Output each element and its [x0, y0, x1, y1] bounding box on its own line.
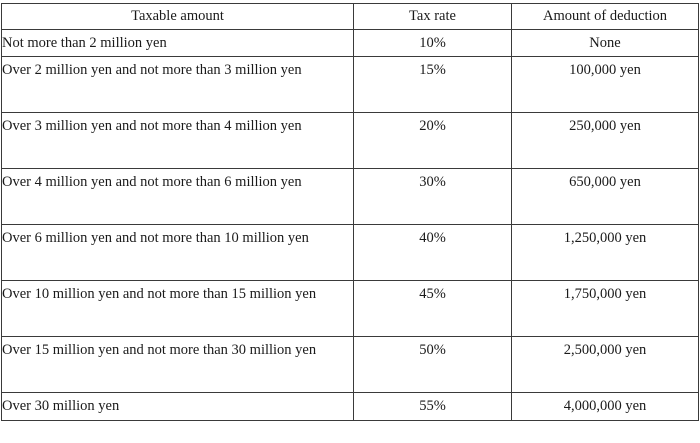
taxable-amount-cell: Not more than 2 million yen [2, 30, 354, 57]
table-row [2, 393, 699, 421]
deduction-cell: 1,250,000 yen [512, 225, 699, 281]
taxable-amount-cell: Over 30 million yen [2, 393, 354, 421]
table-row [2, 281, 699, 337]
table-row [2, 113, 699, 169]
tax-rate-cell: 20% [354, 113, 512, 169]
deduction-cell: 2,500,000 yen [512, 337, 699, 393]
tax-rate-cell: 45% [354, 281, 512, 337]
taxable-amount-cell: Over 10 million yen and not more than 15 million yen [2, 281, 354, 337]
taxable-amount-cell: Over 3 million yen and not more than 4 million yen [2, 113, 354, 169]
deduction-cell: 650,000 yen [512, 169, 699, 225]
table-row [2, 169, 699, 225]
tax-rate-cell: 30% [354, 169, 512, 225]
tax-rate-cell: 10% [354, 30, 512, 57]
tax-rate-cell: 40% [354, 225, 512, 281]
table-row [2, 57, 699, 113]
tax-rate-cell: 15% [354, 57, 512, 113]
header-tax-rate: Tax rate [354, 4, 512, 30]
deduction-cell: None [512, 30, 699, 57]
deduction-cell: 4,000,000 yen [512, 393, 699, 421]
tax-rate-table [1, 3, 699, 421]
table-row [2, 337, 699, 393]
taxable-amount-cell: Over 6 million yen and not more than 10 million yen [2, 225, 354, 281]
tax-rate-cell: 50% [354, 337, 512, 393]
tax-rate-cell: 55% [354, 393, 512, 421]
header-taxable-amount: Taxable amount [2, 4, 354, 30]
header-row [2, 4, 699, 30]
taxable-amount-cell: Over 4 million yen and not more than 6 million yen [2, 169, 354, 225]
taxable-amount-cell: Over 2 million yen and not more than 3 million yen [2, 57, 354, 113]
table-row [2, 30, 699, 57]
table-row [2, 225, 699, 281]
taxable-amount-cell: Over 15 million yen and not more than 30 million yen [2, 337, 354, 393]
deduction-cell: 250,000 yen [512, 113, 699, 169]
header-deduction: Amount of deduction [512, 4, 699, 30]
deduction-cell: 1,750,000 yen [512, 281, 699, 337]
deduction-cell: 100,000 yen [512, 57, 699, 113]
